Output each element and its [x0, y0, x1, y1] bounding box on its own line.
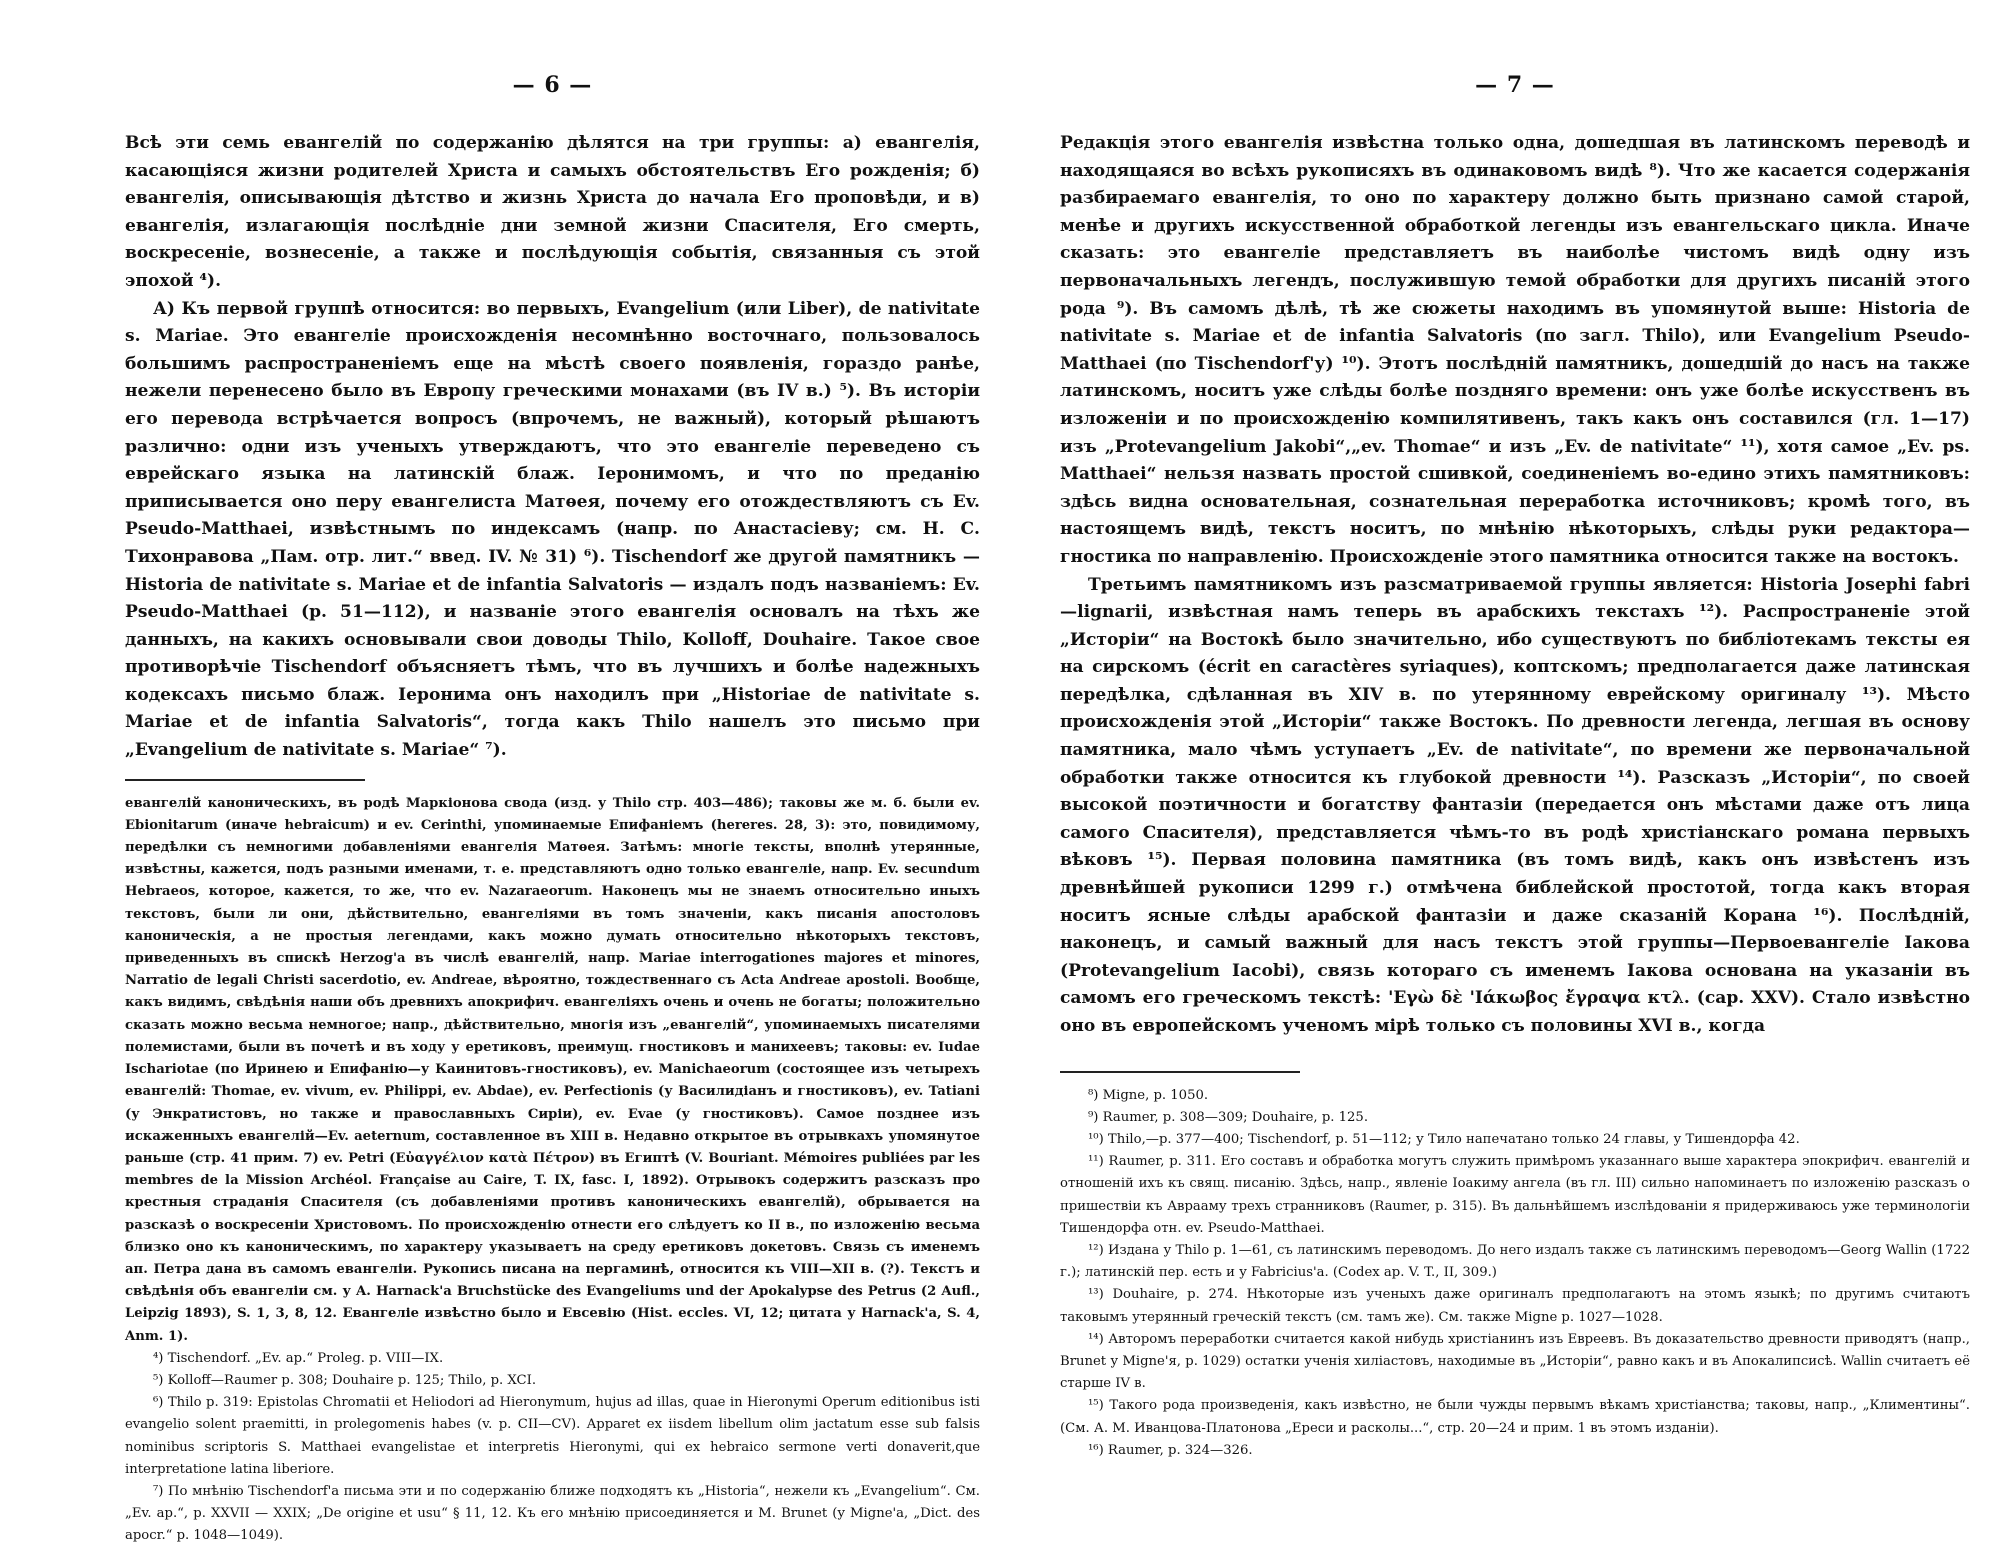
- footnote: ¹⁶) Raumer, p. 324—326.: [1088, 1442, 1253, 1458]
- main-text: [1060, 130, 1970, 1041]
- footnote: ⁷) По мнѣнію Tischendorf'а письма эти и по содержанію ближе подходятъ къ „Historia“, нежели къ „Evangelium“. См. „Ev. ap.“, p. XXVII — XXIX; „De origine et usu“ § 11, 12. Къ его мнѣнію присоединяется и M. Brunet (y Migne'a, „Dict. des apocr.“ p. 1048—1049).: [125, 1483, 980, 1544]
- footnotes: [125, 793, 980, 1548]
- page-number: — 6 —: [512, 72, 593, 98]
- footnote: ¹⁰) Thilo,—p. 377—400; Tischendorf, p. 51—112; у Тило напечатано только 24 главы, у Тишендорфа 42.: [1088, 1132, 1800, 1147]
- footnotes: [1060, 1085, 1970, 1462]
- paragraph: Редакція этого евангелія извѣстна только одна, дошедшая въ латинскомъ переводѣ и находящаяся во всѣхъ рукописяхъ въ одинаковомъ видѣ ⁸). Что же касается содержанія разбираемаго евангелія, то оно по характеру должно быть признано самой старой, менѣе и другихъ искусственной обработкой легенды изъ евангельскаго цикла. Иначе сказать: это евангеліе представляетъ въ наиболѣе чистомъ видѣ одну изъ первоначальныхъ легендъ, послужившую темой обработки для другихъ писаній этого рода ⁹). Въ самомъ дѣлѣ, тѣ же сюжеты находимъ въ упомянутой выше: Historia de nativitate s. Mariae et de infantia Salvatoris (по загл. Thilo), или Evangelium Pseudo-Matthaei (по Tischendorf'у) ¹⁰). Этотъ послѣдній памятникъ, дошедшій до насъ на также латинскомъ, носитъ уже слѣды болѣе поздняго времени: онъ уже болѣе искусственъ въ изложеніи и по происхожденію компилятивенъ, такъ какъ онъ составился (гл. 1—17) изъ „Protevangelium Jakobi“,„ev. Thomae“ и изъ „Ev. de nativitate“ ¹¹), хотя самое „Ev. ps. Matthaei“ нельзя назвать простой сшивкой, соединеніемъ во-едино этихъ памятниковъ: здѣсь видна основательная, сознательная переработка источниковъ; кромѣ того, въ настоящемъ видѣ, текстъ носитъ, по мнѣнію нѣкоторыхъ, слѣды руки редактора—гностика по направленію. Происхожденіе этого памятника относится также на востокъ.: [1060, 133, 1970, 567]
- main-text: [125, 130, 980, 765]
- footnote-divider: [1060, 1071, 1300, 1073]
- footnote: ⁵) Kolloff—Raumer p. 308; Douhaire p. 125; Thilo, p. XCI.: [153, 1372, 537, 1388]
- right-page: [1000, 0, 2000, 1458]
- paragraph: Третьимъ памятникомъ изъ разсматриваемой группы является: Historia Josephi fabri—lignarii, извѣстная намъ теперь въ арабскихъ текстахъ ¹²). Распространеніе этой „Исторіи“ на Востокѣ было значительно, ибо существуютъ по библіотекамъ тексты ея на сирскомъ (écrit en caractères syriaques), коптскомъ; предполагается даже латинская передѣлка, сдѣланная въ XIV в. по утерянному еврейскому оригиналу ¹³). Мѣсто происхожденія этой „Исторіи“ также Востокъ. По древности легенда, легшая въ основу памятника, мало чѣмъ уступаетъ „Ev. de nativitate“, по времени же первоначальной обработки также относится къ глубокой древности ¹⁴). Разсказъ „Исторіи“, по своей высокой поэтичности и богатству фантазіи (передается онъ мѣстами даже отъ лица самого Спасителя), представляется чѣмъ-то въ родѣ христіанскаго романа первыхъ вѣковъ ¹⁵). Первая половина памятника (въ томъ видѣ, какъ онъ извѣстенъ изъ древнѣйшей рукописи 1299 г.) отмѣчена библейской простотой, тогда какъ вторая носитъ ясные слѣды арабской фантазіи и даже сказаній Корана ¹⁶). Послѣдній, наконецъ, и самый важный для насъ текстъ этой группы—Первоевангеліе Іакова (Protevangelium Iacobi), связь котораго съ именемъ Іакова основана на указаніи въ самомъ его греческомъ текстѣ: 'Εγὼ δὲ 'Ιάκωβος ἔγραψα κτλ. (cap. XXV). Стало извѣстно оно въ европейскомъ ученомъ мірѣ только съ половины XVI в., когда: [1060, 574, 1970, 1036]
- footnote: ⁶) Thilo p. 319: Epistolas Chromatii et Heliodori ad Hieronymum, hujus ad illas, quae in Hieronymi Operum editionibus isti evangelio solent praemitti, in prolegomenis habes (v. p. CII—CV). Apparet ex iisdem libellum olim jactatum esse sub falsis nominibus scriptoris S. Matthaei evangelistae et interpretis Hieronymi, qui ex hebraico sermone verti donaverit,que interpretatione latina liberiore.: [125, 1395, 980, 1477]
- left-page: [0, 0, 1000, 1544]
- paragraph: Всѣ эти семь евангелій по содержанію дѣлятся на три группы: а) евангелія, касающіяся жизни родителей Христа и самыхъ обстоятельствъ Его рожденія; б) евангелія, описывающія дѣтство и жизнь Христа до начала Его проповѣди, и в) евангелія, излагающія послѣдніе дни земной жизни Спасителя, Его смерть, воскресеніе, вознесеніе, а также и послѣдующія событія, связанныя съ этой эпохой ⁴).: [125, 133, 980, 291]
- footnote: ¹⁵) Такого рода произведенія, какъ извѣстно, не были чужды первымъ вѣкамъ христіанства; таковы, напр., „Климентины“. (См. А. М. Иванцова-Платонова „Ереси и расколы...“, стр. 20—24 и прим. 1 въ этомъ изданіи).: [1060, 1398, 1970, 1436]
- footnote: ⁸) Migne, p. 1050.: [1088, 1087, 1209, 1103]
- footnote-divider: [125, 779, 365, 781]
- footnote: ¹³) Douhaire, p. 274. Нѣкоторые изъ ученыхъ даже оригиналъ предполагаютъ на этомъ языкѣ; по другимъ считаютъ таковымъ утерянный греческій текстъ (см. тамъ же). См. также Migne p. 1027—1028.: [1060, 1287, 1970, 1325]
- page-number: — 7 —: [1475, 72, 1555, 98]
- footnote: ¹⁴) Авторомъ переработки считается какой нибудь христіанинъ изъ Евреевъ. Въ доказательство древности приводятъ (напр., Brunet у Migne'я, p. 1029) остатки ученія хиліастовъ, находимые въ „Исторіи“, равно какъ и въ Апокалипсисѣ. Wallin считаетъ её старше IV в.: [1060, 1331, 1970, 1392]
- footnote: ¹¹) Raumer, p. 311. Его составъ и обработка могутъ служить примѣромъ указаннаго выше характера эпокрифич. евангелій и отношеній ихъ къ свящ. писанію. Здѣсь, напр., явленіе Іоакиму ангела (въ гл. III) сильно напоминаетъ по изложенію разсказъ о пришествіи къ Аврааму трехъ странниковъ (Raumer, p. 315). Въ дальнѣйшемъ изслѣдованіи я придерживаюсь уже терминологіи Тишендорфа отн. ev. Pseudo-Matthaei.: [1060, 1154, 1970, 1236]
- footnote: ⁴) Tischendorf. „Ev. ap.“ Proleg. p. VIII—IX.: [153, 1350, 444, 1366]
- footnote: ⁹) Raumer, p. 308—309; Douhaire, p. 125.: [1088, 1109, 1369, 1125]
- paragraph: А) Къ первой группѣ относится: во первыхъ, Evangelium (или Liber), de nativitate s. Mariae. Это евангеліе происхожденія несомнѣнно восточнаго, пользовалось большимъ распространеніемъ еще на мѣстѣ своего появленія, гораздо ранѣе, нежели перенесено было въ Европу греческими монахами (въ IV в.) ⁵). Въ исторіи его перевода встрѣчается вопросъ (впрочемъ, не важный), который рѣшаютъ различно: одни изъ ученыхъ утверждаютъ, что это евангеліе переведено съ еврейскаго языка на латинскій блаж. Іеронимомъ, и что по преданію приписывается оно перу евангелиста Матѳея, почему его отождествляютъ съ Ev. Pseudo-Matthaei, извѣстнымъ по индексамъ (напр. по Анастасіеву; см. Н. С. Тихонравова „Пам. отр. лит.“ введ. IV. № 31) ⁶). Tischendorf же другой памятникъ — Historia de nativitate s. Mariae et de infantia Salvatoris — издалъ подъ названіемъ: Ev. Pseudo-Matthaei (p. 51—112), и названіе этого евангелія основалъ на тѣхъ же данныхъ, на какихъ основывали свои доводы Thilo, Kolloff, Douhaire. Такое свое противорѣчіе Tischendorf объясняетъ тѣмъ, что въ лучшихъ и болѣе надежныхъ кодексахъ письмо блаж. Іеронима онъ находилъ при „Historiae de nativitate s. Mariae et de infantia Salvatoris“, тогда какъ Thilo нашелъ это письмо при „Evangelium de nativitate s. Mariae“ ⁷).: [125, 298, 980, 761]
- footnote: ¹²) Издана у Thilo p. 1—61, съ латинскимъ переводомъ. До него издалъ также съ латинскимъ переводомъ—Georg Wallin (1722 г.); латинскій пер. есть и у Fabricius'а. (Codex ap. V. T., II, 309.): [1060, 1243, 1970, 1281]
- footnote-continuation: евангелій каноническихъ, въ родѣ Маркіонова свода (изд. у Thilo стр. 403—486); таковы же м. б. были ev. Ebionitarum (иначе hebraicum) и ev. Cerinthi, упоминаемые Епифаніемъ (hereres. 28, 3): это, повидимому, передѣлки съ немногими добавленіями евангелія Матѳея. Затѣмъ: многіе тексты, вполнѣ утерянные, извѣстны, кажется, подъ разными именами, т. е. представляютъ одно только евангеліе, напр. Ev. secundum Hebraeos, которое, кажется, то же, что ev. Nazaraeorum. Наконецъ мы не знаемъ относительно иныхъ текстовъ, были ли они, дѣйствительно, евангеліями въ томъ значеніи, какъ писанія апостоловъ каноническія, а не простыя легендами, какъ можно думать относительно нѣкоторыхъ текстовъ, приведенныхъ въ спискѣ Herzog'а въ числѣ евангелій, напр. Mariae interrogationes majores et minores, Narratio de legali Christi sacerdotio, ev. Andreae, вѣроятно, тождественнаго съ Acta Andreae apostoli. Вообще, какъ видимъ, свѣдѣнія наши объ древнихъ апокрифич. евангеліяхъ очень и очень не богаты; положительно сказать можно весьма немногое; напр., дѣйствительно, многія изъ „евангелій“, упоминаемыхъ писателями полемистами, были въ почетѣ и въ ходу у еретиковъ, преимущ. гностиковъ и манихеевъ; таковы: ev. Iudae Ischariotae (по Иринею и Епифанію—у Каинитовъ-гностиковъ), ev. Manichaeorum (состоящее изъ четырехъ евангелій: Thomae, ev. vivum, ev. Philippi, ev. Abdae), ev. Perfectionis (у Василидіанъ и гностиковъ), ev. Tatiani (у Энкратистовъ, но также и православныхъ Сиріи), ev. Evae (у гностиковъ). Самое позднее изъ искаженныхъ евангелій—Ev. aeternum, составленное въ XIII в. Недавно открытое въ отрывкахъ упомянутое раньше (стр. 41 прим. 7) ev. Petri (Εὐαγγέλιον κατὰ Πέτρον) въ Египтѣ (V. Bouriant. Mémoires publiées par les membres de la Mission Archéol. Française au Caire, T. IX, fasc. I, 1892). Отрывокъ содержитъ разсказъ про крестныя страданія Спасителя (съ добавленіями противъ каноническихъ евангелій), обрывается на разсказѣ о воскресеніи Христовомъ. По происхожденію отнести его слѣдуетъ ко II в., по изложенію весьма близко оно къ каноническимъ, по характеру указываетъ на среду еретиковъ докетовъ. Связь съ именемъ ап. Петра дана въ самомъ евангеліи. Рукопись писана на пергаминѣ, относится къ VIII—XII в. (?). Текстъ и свѣдѣнія объ евангеліи см. у A. Harnack'а Bruchstücke des Evangeliums und der Apokalypse des Petrus (2 Aufl., Leipzig 1893), S. 1, 3, 8, 12. Евангеліе извѣстно было и Евсевію (Hist. eccles. VI, 12; цитата у Harnack'а, S. 4, Anm. 1).: [125, 795, 980, 1344]
